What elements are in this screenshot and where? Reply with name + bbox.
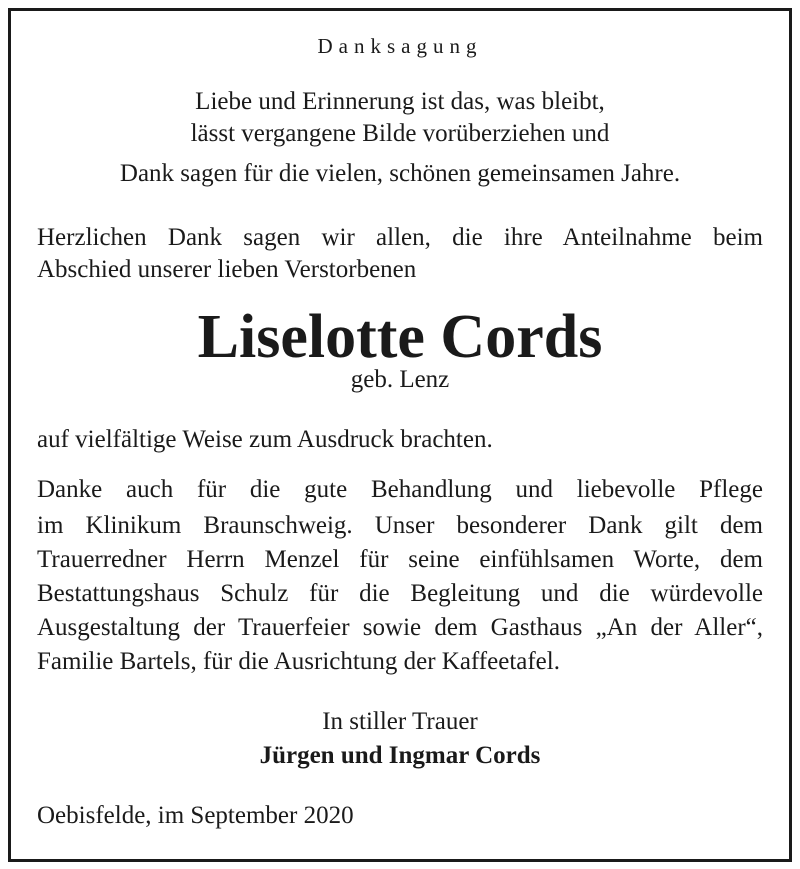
expression-line: auf vielfältige Weise zum Ausdruck brachten. — [37, 426, 493, 453]
notice-heading: Danksagung — [317, 34, 483, 58]
thanks-line-5: Ausgestaltung der Trauerfeier sowie dem Gasthaus „An der Aller“, — [37, 614, 763, 641]
place-date: Oebisfelde, im September 2020 — [37, 802, 354, 829]
birth-name: geb. Lenz — [350, 366, 450, 393]
poem-line-2: lässt vergangene Bilde vorüberziehen und — [190, 120, 610, 147]
thanks-line-2: im Klinikum Braunschweig. Unser besonderer Dank gilt dem — [37, 512, 763, 539]
closing-phrase: In stiller Trauer — [322, 708, 478, 735]
intro-line-1: Herzlichen Dank sagen wir allen, die ihre Anteilnahme beim — [37, 224, 763, 251]
signatories: Jürgen und Ingmar Cords — [259, 742, 541, 769]
intro-line-2: Abschied unserer lieben Verstorbenen — [37, 256, 417, 283]
thanks-line-3: Trauerredner Herrn Menzel für seine einfühlsamen Worte, dem — [37, 546, 763, 573]
poem-line-3: Dank sagen für die vielen, schönen gemeinsamen Jahre. — [119, 160, 681, 187]
thanks-line-4: Bestattungshaus Schulz für die Begleitung und die würdevolle — [37, 580, 763, 607]
deceased-name: Liselotte Cords — [197, 303, 603, 371]
thanks-line-6: Familie Bartels, für die Ausrichtung der Kaffeetafel. — [37, 648, 560, 675]
poem-line-1: Liebe und Erinnerung ist das, was bleibt, — [195, 88, 605, 115]
thanks-line-1: Danke auch für die gute Behandlung und liebevolle Pflege — [37, 476, 763, 503]
